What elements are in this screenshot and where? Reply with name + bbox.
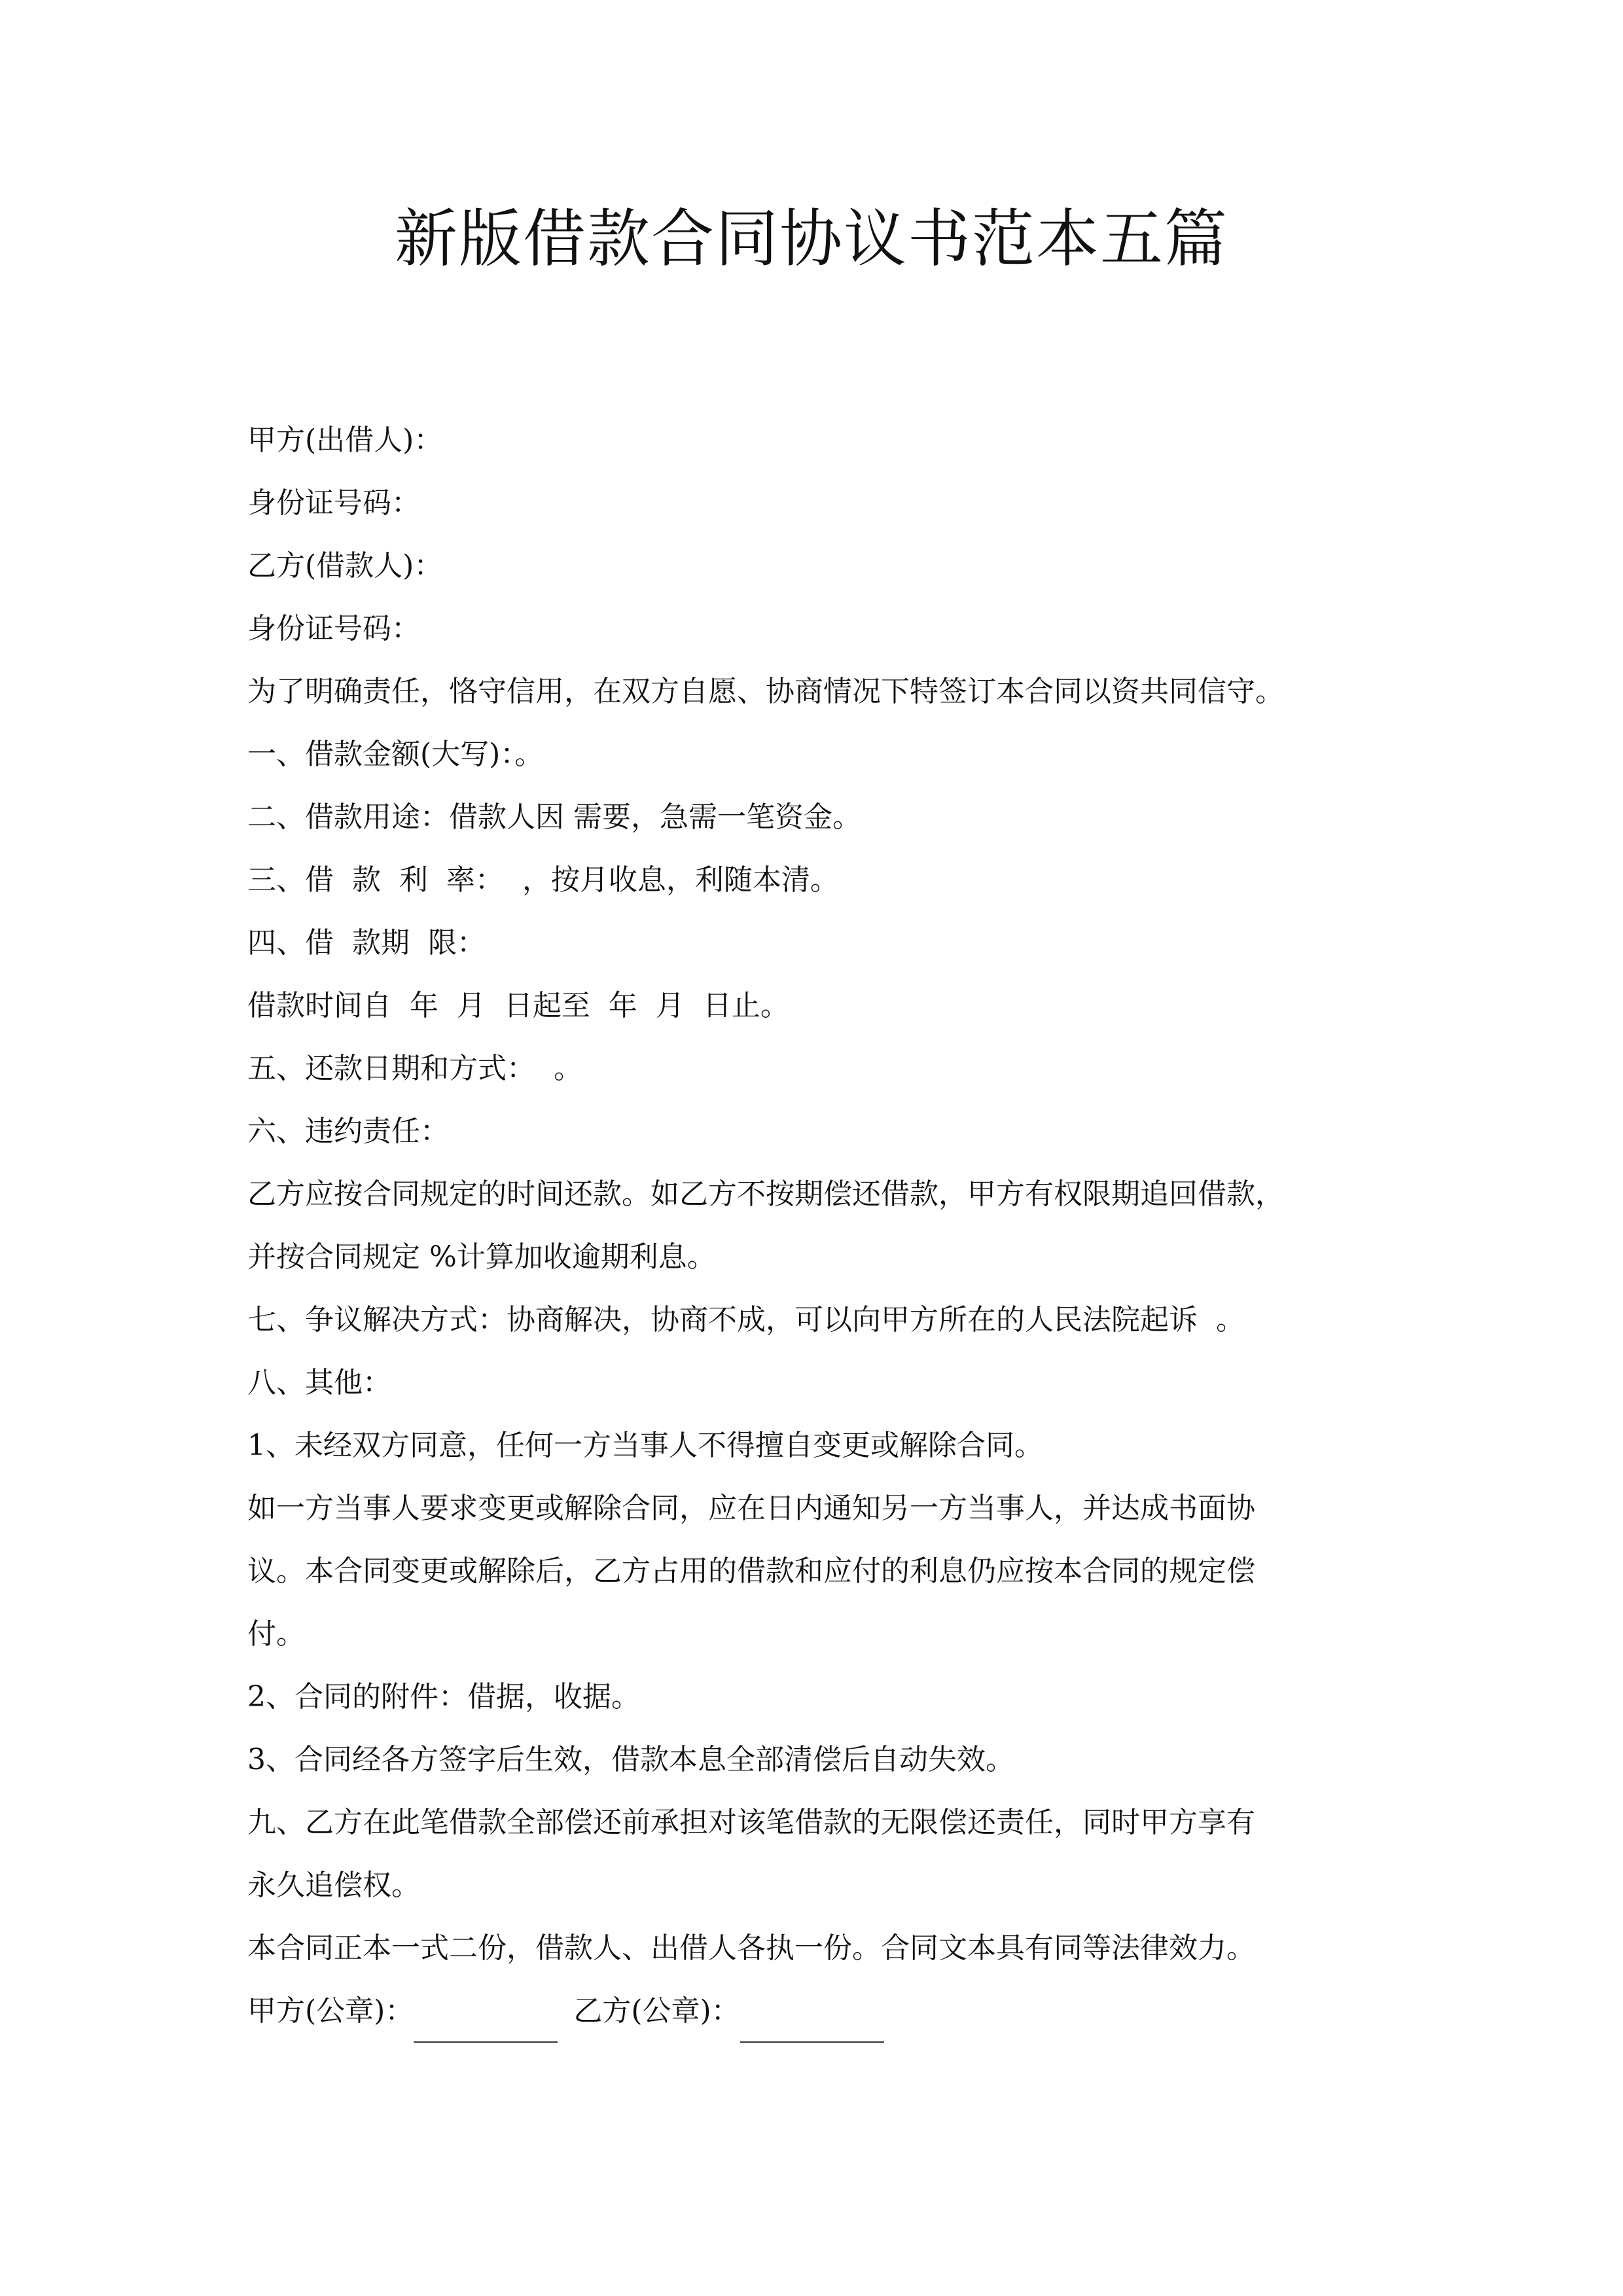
clause-7-dispute: 七、争议解决方式：协商解决，协商不成，可以向甲方所在的人民法院起诉 。 xyxy=(247,1303,1245,1336)
clause-6-text-1: 乙方应按合同规定的时间还款。如乙方不按期偿还借款，甲方有权限期追回借款， xyxy=(247,1177,1284,1211)
clause-5-repayment: 五、还款日期和方式： 。 xyxy=(247,1052,582,1085)
clause-2-purpose: 二、借款用途：借款人因 需要，急需一笔资金。 xyxy=(247,800,861,834)
party-b-seal-label: 乙方(公章)： xyxy=(573,1994,740,2028)
clause-6-text-2: 并按合同规定 %计算加收逾期利息。 xyxy=(247,1240,716,1274)
line-party-b-id: 身份证号码： xyxy=(247,612,420,645)
line-party-b: 乙方(借款人)： xyxy=(247,549,443,583)
clause-8-item-1-text-2: 议。本合同变更或解除后，乙方占用的借款和应付的利息仍应按本合同的规定偿 xyxy=(247,1554,1255,1588)
clause-8-item-3: 3、合同经各方签字后生效，借款本息全部清偿后自动失效。 xyxy=(247,1743,1014,1776)
clause-1-amount: 一、借款金额(大写)：。 xyxy=(247,738,544,771)
clause-8-other: 八、其他： xyxy=(247,1366,391,1399)
party-a-seal-label: 甲方(公章)： xyxy=(247,1994,414,2028)
clause-8-item-1: 1、未经双方同意，任何一方当事人不得擅自变更或解除合同。 xyxy=(247,1429,1043,1462)
clause-3-rate: 三、借 款 利 率： ，按月收息，利随本清。 xyxy=(247,863,839,897)
clause-9-text-1: 九、乙方在此笔借款全部偿还前承担对该笔借款的无限偿还责任，同时甲方享有 xyxy=(247,1806,1255,1839)
contract-body xyxy=(247,409,1412,2043)
signature-row xyxy=(247,1980,1412,2043)
clause-9-text-2: 永久追偿权。 xyxy=(247,1869,420,1902)
clause-8-item-1-text-3: 付。 xyxy=(247,1617,305,1651)
line-party-a-id: 身份证号码： xyxy=(247,486,420,520)
line-party-a: 甲方(出借人)： xyxy=(247,423,443,457)
party-b-seal-blank xyxy=(740,2002,884,2043)
clause-6-breach: 六、违约责任： xyxy=(247,1115,449,1148)
clause-8-item-2: 2、合同的附件：借据，收据。 xyxy=(247,1680,640,1713)
clause-8-item-1-text-1: 如一方当事人要求变更或解除合同，应在日内通知另一方当事人，并达成书面协 xyxy=(247,1492,1255,1525)
copies-statement: 本合同正本一式二份，借款人、出借人各执一份。合同文本具有同等法律效力。 xyxy=(247,1931,1255,1965)
line-preamble: 为了明确责任，恪守信用，在双方自愿、协商情况下特签订本合同以资共同信守。 xyxy=(247,675,1284,708)
clause-4-term: 四、借 款期 限： xyxy=(247,926,486,960)
party-a-seal-blank xyxy=(414,2002,558,2043)
document-title: 新版借款合同协议书范本五篇 xyxy=(395,202,1228,276)
clause-4-term-dates: 借款时间自 年 月 日起至 年 月 日止。 xyxy=(247,989,789,1022)
